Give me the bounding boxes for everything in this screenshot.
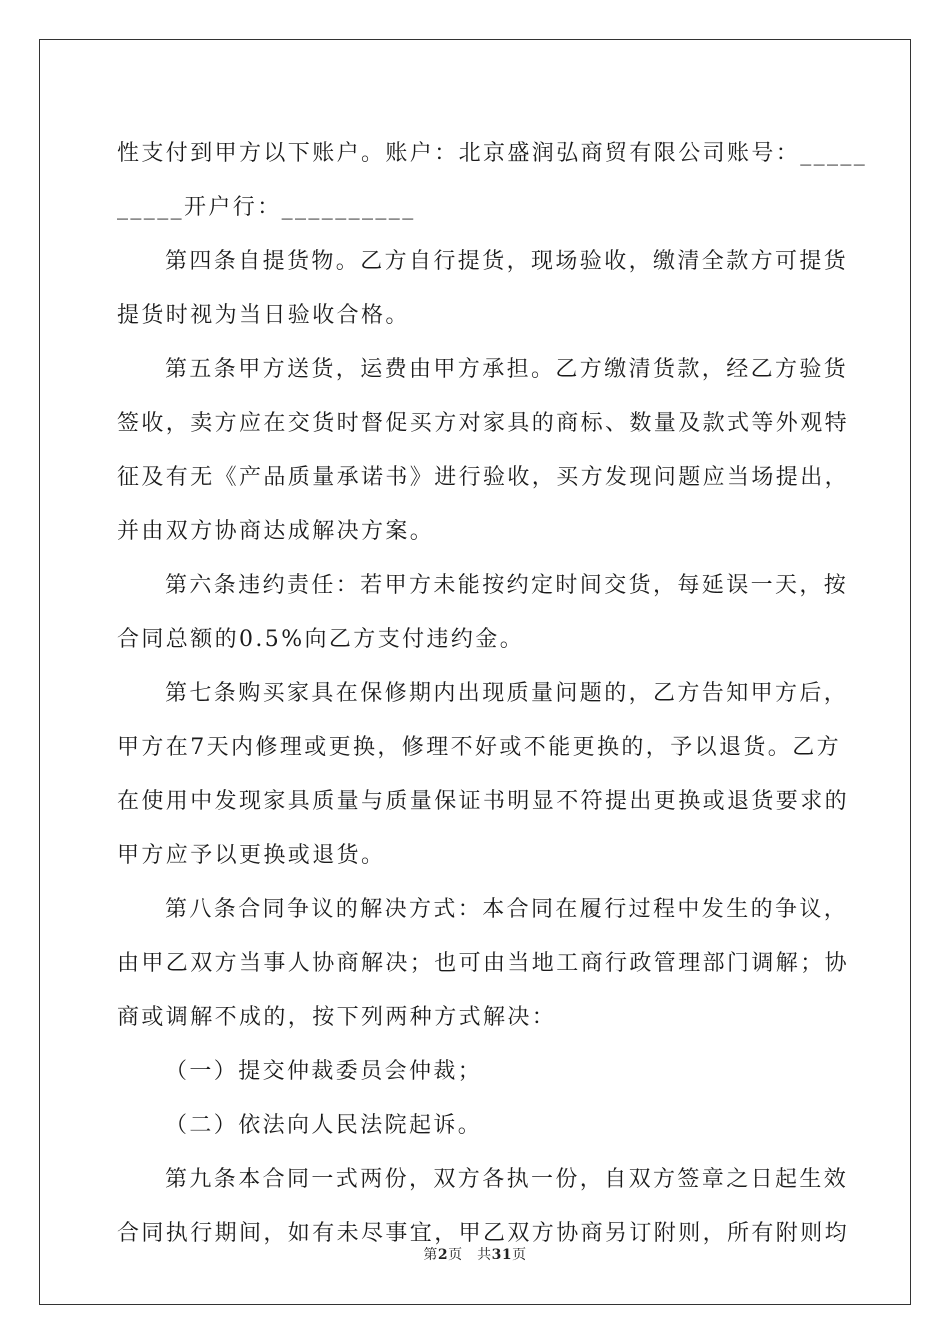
line-text: 商或调解不成的，按下列两种方式解决： <box>117 1005 557 1030</box>
text-line-6 <box>117 397 850 451</box>
page-footer <box>0 1244 950 1264</box>
underline-blank-account-cont: _____ <box>117 195 184 220</box>
text-line-5 <box>117 343 849 397</box>
line-text: 第八条合同争议的解决方式：本合同在履行过程中发生的争议， <box>165 897 849 922</box>
line-text: 提货时视为当日验收合格。 <box>117 303 410 328</box>
underline-blank-bank: __________ <box>281 195 416 220</box>
document-body <box>117 127 868 1261</box>
footer-suffix: 页 <box>512 1247 527 1263</box>
line-text: 合同执行期间，如有未尽事宜，甲乙双方协商另订附则，所有附则均 <box>117 1221 850 1246</box>
line-text: 开户行： <box>184 195 282 220</box>
line-text: （一）提交仲裁委员会仲裁； <box>165 1059 483 1084</box>
text-line-13 <box>117 775 850 829</box>
text-line-4 <box>117 289 833 343</box>
line-text: 第六条违约责任：若甲方未能按约定时间交货，每延误一天，按 <box>165 573 849 598</box>
line-text: 并由双方协商达成解决方案。 <box>117 519 435 544</box>
line-text: （二）依法向人民法院起诉。 <box>165 1113 483 1138</box>
line-text: 第七条购买家具在保修期内出现质量问题的，乙方告知甲方后， <box>165 681 849 706</box>
line-text: 征及有无《产品质量承诺书》进行验收，买方发现问题应当场提出， <box>117 465 850 490</box>
line-text: 第四条自提货物。乙方自行提货，现场验收，缴清全款方可提货 <box>165 249 849 274</box>
line-text: 第五条甲方送货，运费由甲方承担。乙方缴清货款，经乙方验货 <box>165 357 849 382</box>
text-line-10 <box>117 613 833 667</box>
line-text: 签收，卖方应在交货时督促买方对家具的商标、数量及款式等外观特 <box>117 411 850 436</box>
text-line-15 <box>117 883 849 937</box>
text-line-2 <box>117 181 833 235</box>
text-line-17 <box>117 991 833 1045</box>
text-line-20 <box>117 1153 849 1207</box>
text-line-16 <box>117 937 850 991</box>
text-line-8 <box>117 505 833 559</box>
current-page-number: 2 <box>437 1247 449 1263</box>
line-text: 性支付到甲方以下账户。账户：北京盛润弘商贸有限公司账号： <box>117 141 801 166</box>
underline-blank-account: _____ <box>800 141 868 166</box>
text-line-3 <box>117 235 849 289</box>
text-line-1 <box>117 127 868 181</box>
text-line-9 <box>117 559 849 613</box>
line-text: 甲方应予以更换或退货。 <box>117 843 386 868</box>
footer-prefix: 第 <box>423 1247 438 1263</box>
line-text: 由甲乙双方当事人协商解决；也可由当地工商行政管理部门调解；协 <box>117 951 850 976</box>
total-page-number: 31 <box>491 1247 513 1263</box>
line-text: 合同总额的0.5%向乙方支付违约金。 <box>117 627 525 652</box>
line-text: 甲方在7天内修理或更换，修理不好或不能更换的，予以退货。乙方 <box>117 735 841 760</box>
text-line-14 <box>117 829 833 883</box>
text-line-11 <box>117 667 849 721</box>
footer-middle: 页 共 <box>448 1247 492 1263</box>
text-line-12 <box>117 721 841 775</box>
text-line-19 <box>117 1099 833 1153</box>
text-line-7 <box>117 451 850 505</box>
line-text: 第九条本合同一式两份，双方各执一份，自双方签章之日起生效 <box>165 1167 849 1192</box>
line-text: 在使用中发现家具质量与质量保证书明显不符提出更换或退货要求的 <box>117 789 850 814</box>
text-line-18 <box>117 1045 833 1099</box>
